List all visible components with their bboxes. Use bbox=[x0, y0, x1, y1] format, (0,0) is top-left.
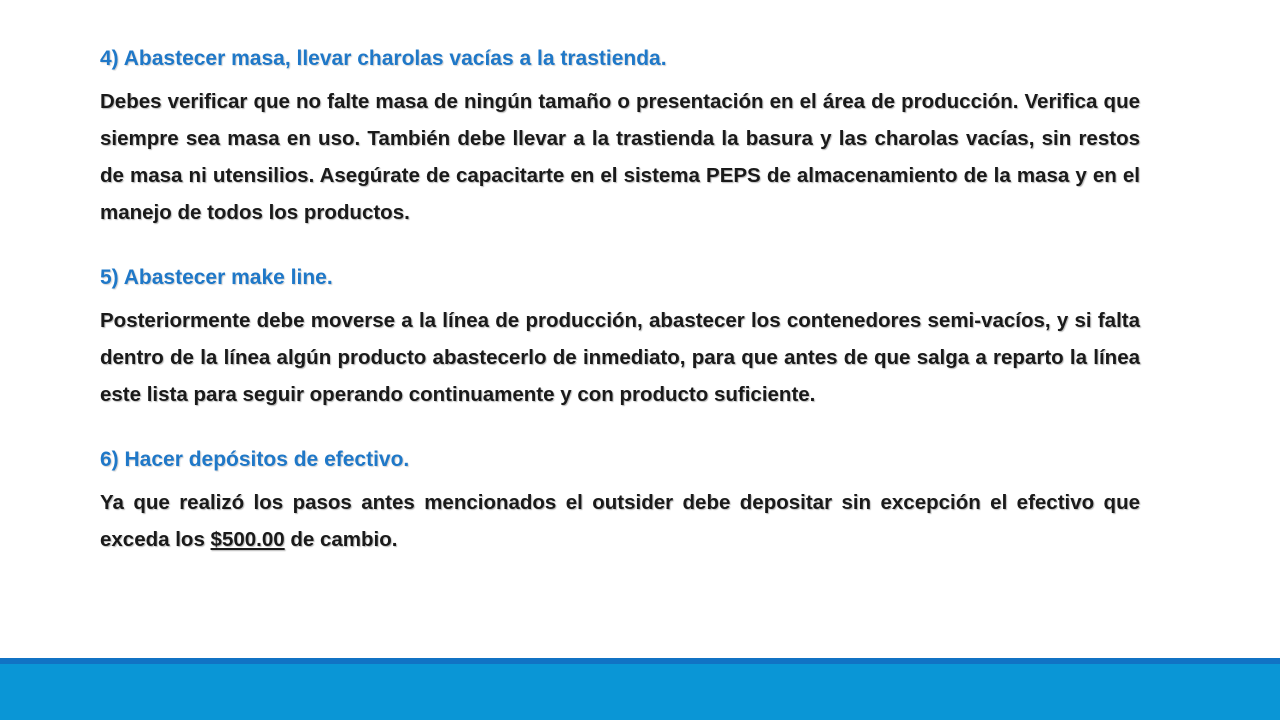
section-heading: 5) Abastecer make line. bbox=[100, 266, 333, 289]
section-body: Debes verificar que no falte masa de ningún tamaño o presentación en el área de producción. Verifica que siempre sea masa en uso. También debe llevar a la trastienda la basura y las charolas vacías, sin restos de masa ni utensilios. Asegúrate de capacitarte en el sistema PEPS de almacenamiento de la masa y en el manejo de todos los productos. bbox=[100, 90, 1140, 224]
slide-content bbox=[100, 42, 1140, 558]
section-body bbox=[100, 484, 1140, 558]
body-text-before-amount: Ya que realizó los pasos antes mencionados el outsider debe depositar sin excepción el efectivo que exceda los bbox=[100, 491, 1140, 551]
section-heading: 4) Abastecer masa, llevar charolas vacías a la trastienda. bbox=[100, 47, 667, 70]
cash-amount: $500.00 bbox=[210, 528, 285, 551]
section-heading: 6) Hacer depósitos de efectivo. bbox=[100, 448, 410, 471]
section-body: Posteriormente debe moverse a la línea de producción, abastecer los contenedores semi-vacíos, y si falta dentro de la línea algún producto abastecerlo de inmediato, para que antes de que salga a reparto la línea este lista para seguir operando continuamente y con producto suficiente. bbox=[100, 309, 1140, 406]
section-depositos-efectivo bbox=[100, 443, 1140, 558]
body-text-after-amount: de cambio. bbox=[284, 528, 398, 551]
section-abastecer-make-line bbox=[100, 261, 1140, 413]
section-abastecer-masa bbox=[100, 42, 1140, 231]
footer-bar bbox=[0, 658, 1280, 720]
